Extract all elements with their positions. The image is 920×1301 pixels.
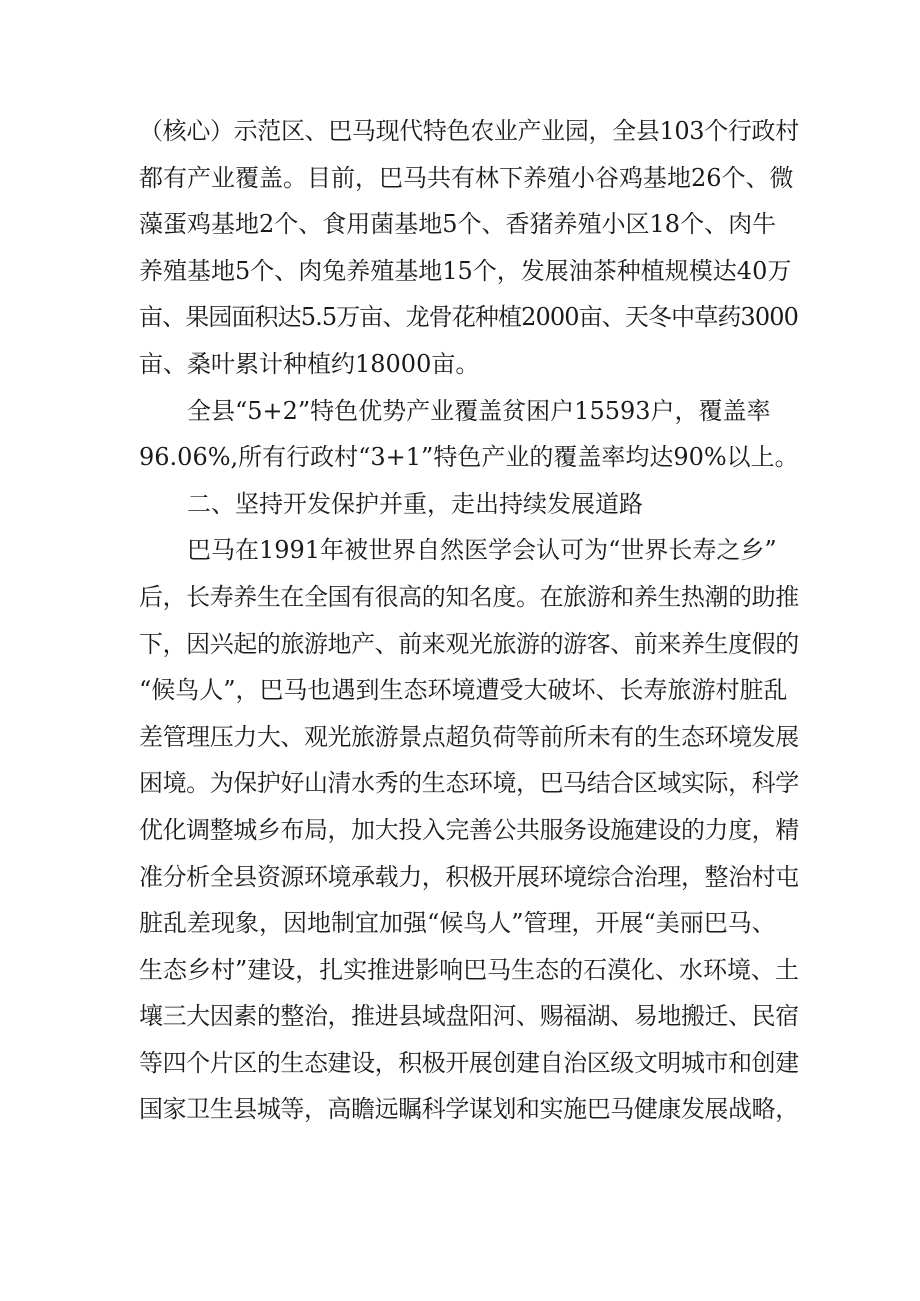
text-line: （核心）示范区、巴马现代特色农业产业园，全县103个行政村 <box>139 117 799 145</box>
document-body <box>139 108 799 1133</box>
text-line: 96.06%,所有行政村“3+1”特色产业的覆盖率均达90%以上。 <box>139 443 799 472</box>
text-line: 亩、桑叶累计种植约18000亩。 <box>139 349 480 378</box>
text-line: 脏乱差现象，因地制宜加强“候鸟人”管理，开展“美丽巴马、 <box>139 909 776 938</box>
text-line: 等四个片区的生态建设，积极开展创建自治区级文明城市和创建 <box>139 1048 799 1077</box>
text-line: 下，因兴起的旅游地产、前来观光旅游的游客、前来养生度假的 <box>139 629 799 658</box>
section-heading <box>139 481 799 528</box>
text-line: “候鸟人”，巴马也遇到生态环境遭受大破坏、长寿旅游村脏乱 <box>139 676 788 705</box>
text-line: 准分析全县资源环境承载力，积极开展环境综合治理，整治村屯 <box>139 862 799 891</box>
text-line: 全县“5+2”特色优势产业覆盖贫困户15593户，覆盖率 <box>187 396 771 425</box>
text-line: 亩、果园面积达5.5万亩、龙骨花种植2000亩、天冬中草药3000 <box>139 303 798 332</box>
text-line: 差管理压力大、观光旅游景点超负荷等前所未有的生态环境发展 <box>139 722 799 751</box>
text-line: 后，长寿养生在全国有很高的知名度。在旅游和养生热潮的助推 <box>139 582 799 611</box>
paragraph-ecology <box>139 527 799 1133</box>
text-line: 养殖基地5个、肉兔养殖基地15个，发展油茶种植规模达40万 <box>139 256 792 285</box>
text-line: 壤三大因素的整治，推进县域盘阳河、赐福湖、易地搬迁、民宿 <box>139 1002 799 1031</box>
text-line: 巴马在1991年被世界自然医学会认可为“世界长寿之乡” <box>187 536 777 565</box>
paragraph-industry-coverage <box>139 108 799 388</box>
text-line: 困境。为保护好山清水秀的生态环境，巴马结合区域实际，科学 <box>139 769 799 798</box>
text-line: 生态乡村”建设，扎实推进影响巴马生态的石漠化、水环境、土 <box>139 955 799 984</box>
text-line: 优化调整城乡布局，加大投入完善公共服务设施建设的力度，精 <box>139 815 799 844</box>
text-line: 都有产业覆盖。目前，巴马共有林下养殖小谷鸡基地26个、微 <box>139 163 794 192</box>
text-line: 藻蛋鸡基地2个、食用菌基地5个、香猪养殖小区18个、肉牛 <box>139 210 777 239</box>
text-line: 国家卫生县城等，高瞻远瞩科学谋划和实施巴马健康发展战略， <box>139 1095 799 1124</box>
heading-line: 二、坚持开发保护并重，走出持续发展道路 <box>187 489 643 518</box>
paragraph-poverty-coverage <box>139 388 799 481</box>
